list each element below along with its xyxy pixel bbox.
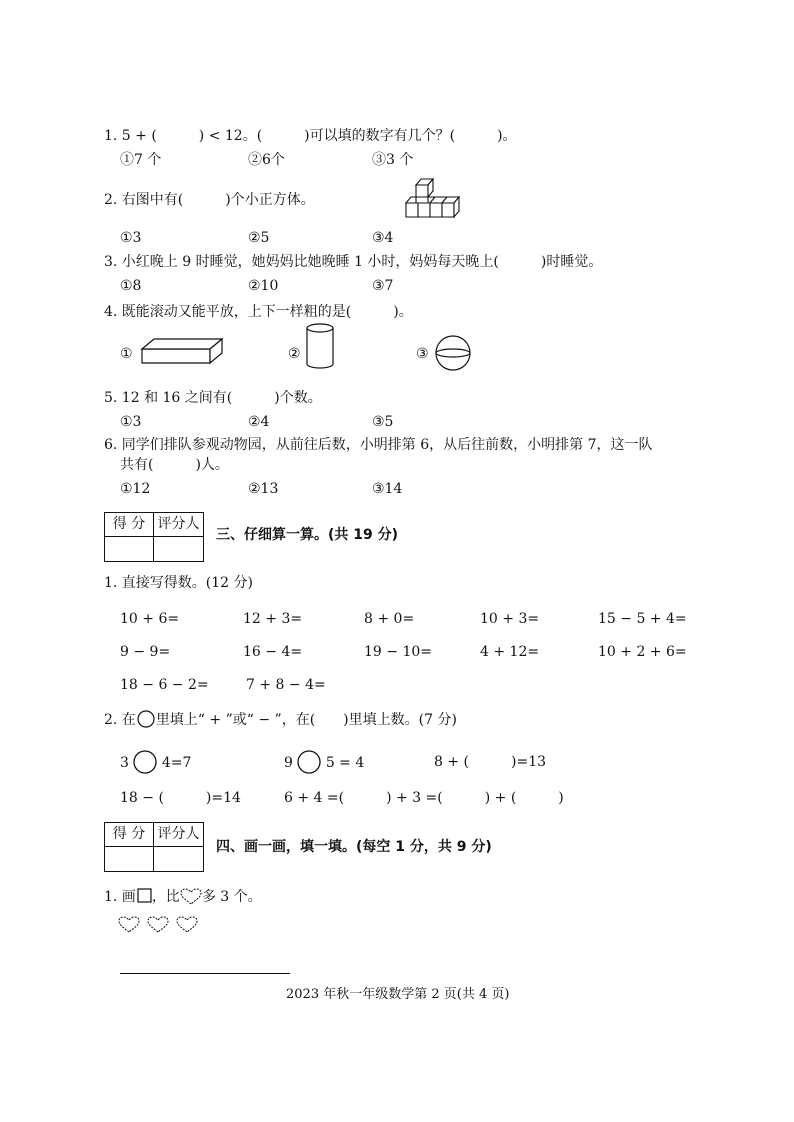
question-6-text-line2: 共有( )人。 [120, 457, 229, 473]
grader-label: 评分人 [154, 513, 203, 537]
calc-item: 10 + 2 + 6= [598, 644, 687, 660]
calc-item: 4 + 12= [480, 644, 540, 660]
fill-op-item [284, 753, 364, 772]
score-cell [105, 537, 154, 561]
heart-icon [118, 916, 140, 934]
cylinder-icon [304, 322, 336, 370]
q2-option-2: ②5 [248, 230, 270, 246]
calc-item: 18 − 6 − 2= [120, 677, 209, 693]
section-3-q2-title [104, 711, 457, 729]
q1-option-1: ①7 个 [120, 152, 162, 168]
q5-option-3: ③5 [372, 414, 394, 430]
grader-cell [154, 537, 203, 561]
q2-option-3: ③4 [372, 230, 394, 246]
circle-blank-icon [136, 711, 156, 727]
square-icon [136, 888, 152, 904]
calc-item: 19 − 10= [364, 644, 432, 660]
calc-item: 12 + 3= [243, 611, 303, 627]
calc-item: 7 + 8 − 4= [246, 677, 326, 693]
question-5-text: 5. 12 和 16 之间有( )个数。 [104, 390, 322, 406]
section-4-heading: 四、画一画，填一填。(每空 1 分，共 9 分) [216, 839, 492, 855]
q3-option-2: ②10 [248, 278, 279, 294]
q2-option-1: ①3 [120, 230, 142, 246]
heart-icon [176, 916, 198, 934]
section-3-heading: 三、仔细算一算。(共 19 分) [216, 527, 399, 543]
question-3-text: 3. 小红晚上 9 时睡觉，她妈妈比她晚睡 1 小时，妈妈每天晚上( )时睡觉。 [104, 254, 603, 270]
fill-op-right: 4=7 [161, 755, 192, 771]
grader-label: 评分人 [154, 823, 203, 847]
q1-option-2: ②6个 [248, 152, 285, 168]
grader-cell [154, 847, 203, 871]
fill-op-item: 18 − ( )=14 [120, 790, 241, 806]
heart-icon [180, 888, 202, 904]
q5-option-1: ①3 [120, 414, 142, 430]
question-6-text-line1: 6. 同学们排队参观动物园，从前往后数，小明排第 6，从后往前数，小明排第 7，这一队 [104, 437, 653, 453]
q6-option-1: ①12 [120, 481, 151, 497]
footer-page-number: 2023 年秋一年级数学第 2 页(共 4 页) [286, 987, 510, 1002]
q6-option-2: ②13 [248, 481, 279, 497]
question-4-text: 4. 既能滚动又能平放，上下一样粗的是( )。 [104, 304, 413, 320]
score-label: 得 分 [105, 513, 154, 537]
calc-item: 9 − 9= [120, 644, 171, 660]
calc-item: 10 + 3= [480, 611, 540, 627]
footer-rule [120, 973, 290, 974]
q1-suffix: 多 3 个。 [201, 889, 262, 905]
q4-option-1: ① [120, 346, 133, 362]
q3-option-3: ③7 [372, 278, 394, 294]
fill-op-item: 6 + 4 =( ) + 3 =( ) + ( ) [284, 790, 564, 806]
fill-op-item [120, 753, 191, 772]
fill-op-left: 9 [284, 755, 293, 771]
calc-item: 15 − 5 + 4= [598, 611, 687, 627]
fill-op-left: 3 [120, 755, 129, 771]
section-3-q1-title: 1. 直接写得数。(12 分) [104, 575, 253, 591]
question-2-text: 2. 右图中有( )个小正方体。 [104, 192, 315, 208]
q2-title-prefix: 2. 在 [104, 712, 136, 728]
score-label: 得 分 [105, 823, 154, 847]
q2-title-suffix: 里填上“ + ”或“ − ”，在( )里填上数。(7 分) [155, 712, 457, 728]
sphere-icon [434, 334, 472, 372]
q6-option-3: ③14 [372, 481, 403, 497]
section-4-q1-text [104, 888, 262, 906]
q3-option-1: ①8 [120, 278, 142, 294]
op-circle-icon[interactable] [297, 753, 321, 771]
calc-item: 16 − 4= [243, 644, 303, 660]
q1-middle: ，比 [151, 889, 180, 905]
q4-option-2: ② [288, 346, 301, 362]
score-cell [105, 847, 154, 871]
score-box-section-3 [104, 512, 204, 562]
q4-option-3: ③ [416, 346, 429, 362]
cuboid-icon [140, 336, 224, 366]
fill-op-item: 8 + ( )=13 [434, 754, 547, 770]
q1-option-3: ③3 个 [372, 152, 414, 168]
calc-item: 8 + 0= [364, 611, 415, 627]
cubes-icon [404, 172, 472, 224]
q5-option-2: ②4 [248, 414, 270, 430]
q1-prefix: 1. 画 [104, 889, 136, 905]
heart-icon [147, 916, 169, 934]
score-box-section-4 [104, 822, 204, 872]
fill-op-right: 5 = 4 [325, 755, 365, 771]
calc-item: 10 + 6= [120, 611, 180, 627]
op-circle-icon[interactable] [133, 753, 157, 771]
question-1-text: 1. 5 + ( ) < 12。( )可以填的数字有几个？( )。 [104, 128, 517, 144]
